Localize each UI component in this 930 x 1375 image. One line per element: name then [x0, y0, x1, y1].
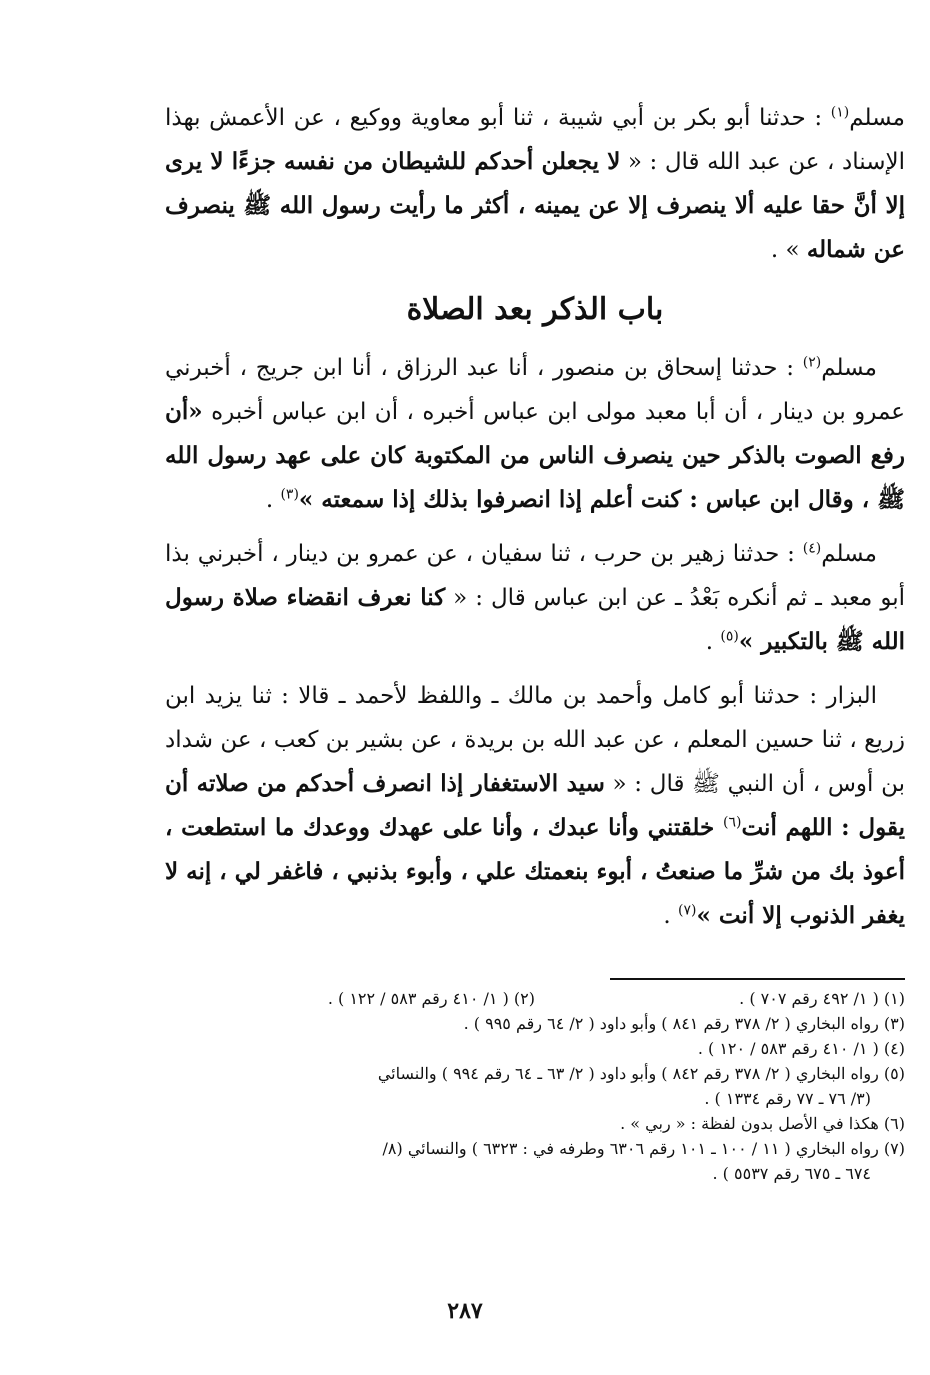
hadith-text-part-1: سيد الاستغفار إذا انصرف أحدكم من صلاته أن يقول : اللهم أنت: [165, 770, 905, 841]
footnote-ref-6[interactable]: (٦): [722, 814, 742, 831]
isnad-text: : حدثنا زهير بن حرب ، ثنا سفيان ، عن عمرو بن دينار ، أخبرني بذا أبو معبد ـ ثم أنكره بَعْدُ ـ عن ابن عباس قال : «: [165, 541, 905, 611]
footnote-5-line-2: (٣/ ٧٦ ـ ٧٧ رقم ١٣٣٤ ) .: [704, 1089, 871, 1108]
footnote-ref-2[interactable]: (٢): [802, 354, 822, 371]
page-number: ٢٨٧: [447, 1298, 483, 1324]
hadith-text: لا يجعلن أحدكم للشيطان من نفسه جزءًا لا يرى إلا أنَّ حقا عليه ألا ينصرف إلا عن يمينه ، أكثر ما رأيت رسول الله ﷺ ينصرف عن شماله: [165, 148, 905, 263]
main-text: [165, 96, 905, 948]
paragraph-muslim-2: [165, 346, 905, 522]
isnad-text: البزار : حدثنا أبو كامل وأحمد بن مالك ـ واللفظ لأحمد ـ قالا : ثنا يزيد ابن زريع ، ثنا حسين المعلم ، عن عبد الله بن بريدة ، عن بشير بن كعب ، عن شداد بن أوس ، أن النبي ﷺ قال : «: [165, 683, 905, 797]
footnotes: [165, 986, 905, 1186]
footnote-5-line-1: (٥) رواه البخاري ( ٢/ ٣٧٨ رقم ٨٤٢ ) وأبو داود ( ٢/ ٦٣ ـ ٦٤ رقم ٩٩٤ ) والنسائي: [377, 1064, 905, 1083]
hadith-text-part-2: خلقتني وأنا عبدك ، وأنا على عهدك ووعدك ما استطعت ، أعوذ بك من شرِّ ما صنعتُ ، أبوء بنعمتك علي ، وأبوء بذنبي ، فاغفر لي ، إنه لا يغفر الذنوب إلا أنت »: [165, 814, 905, 929]
footnote-5: [165, 1061, 905, 1111]
closing-text: .: [663, 903, 678, 929]
closing-text: .: [265, 487, 281, 513]
paragraph-muslim-3: [165, 532, 905, 664]
hadith-text: كنا نعرف انقضاء صلاة رسول الله ﷺ بالتكبير »: [165, 584, 905, 655]
footnote-2: (٢) ( ١/ ٤١٠ رقم ٥٨٣ / ١٢٢ ) .: [327, 989, 535, 1008]
footnote-ref-1[interactable]: (١): [830, 104, 850, 121]
footnote-6: (٦) هكذا في الأصل بدون لفظة : « ربي » .: [620, 1114, 905, 1133]
footnote-1: (١) ( ١/ ٤٩٢ رقم ٧٠٧ ) .: [739, 989, 905, 1008]
isnad-text: : حدثنا إسحاق بن منصور ، أنا عبد الرزاق ، أنا ابن جريج ، أخبرني عمرو بن دينار ، أن أبا معبد مولى ابن عباس أخبره ، أن ابن عباس أخبره: [165, 355, 905, 425]
source-name: مسلم: [849, 105, 905, 131]
footnote-3: (٣) رواه البخاري ( ٢/ ٣٧٨ رقم ٨٤١ ) وأبو داود ( ٢/ ٦٤ رقم ٩٩٥ ) .: [463, 1014, 905, 1033]
footnote-7-line-2: ٦٧٤ ـ ٦٧٥ رقم ٥٥٣٧ ) .: [712, 1164, 871, 1183]
source-name: مسلم: [821, 541, 877, 567]
footnote-ref-3[interactable]: (٣): [280, 486, 299, 503]
footnote-4: (٤) ( ١/ ٤١٠ رقم ٥٨٣ / ١٢٠ ) .: [697, 1039, 905, 1058]
closing-text: » .: [770, 237, 807, 263]
closing-text: .: [705, 629, 721, 655]
footnote-7-line-1: (٧) رواه البخاري ( ١١ / ١٠٠ ـ ١٠١ رقم ٦٣٠٦ وطرفه في : ٦٣٢٣ ) والنسائي (٨/: [382, 1139, 905, 1158]
footnote-ref-4[interactable]: (٤): [802, 540, 822, 557]
paragraph-muslim-1: [165, 96, 905, 272]
footnote-ref-5[interactable]: (٥): [720, 628, 739, 645]
footnote-7: [165, 1136, 905, 1186]
footnote-ref-7[interactable]: (٧): [678, 902, 697, 919]
chapter-heading: باب الذكر بعد الصلاة: [406, 292, 664, 327]
hadith-text: «أن رفع الصوت بالذكر حين ينصرف الناس من المكتوبة كان على عهد رسول الله ﷺ ، وقال ابن عباس : كنت أعلم إذا انصرفوا بذلك إذا سمعته »: [165, 398, 905, 513]
footnote-separator: [610, 978, 905, 980]
footnote-row-1-2: [165, 986, 905, 1011]
paragraph-bazzar: [165, 674, 905, 938]
source-name: مسلم: [821, 355, 877, 381]
isnad-text: : حدثنا أبو بكر بن أبي شيبة ، ثنا أبو معاوية ووكيع ، عن الأعمش بهذا الإسناد ، عن عبد الله قال : «: [165, 105, 906, 175]
